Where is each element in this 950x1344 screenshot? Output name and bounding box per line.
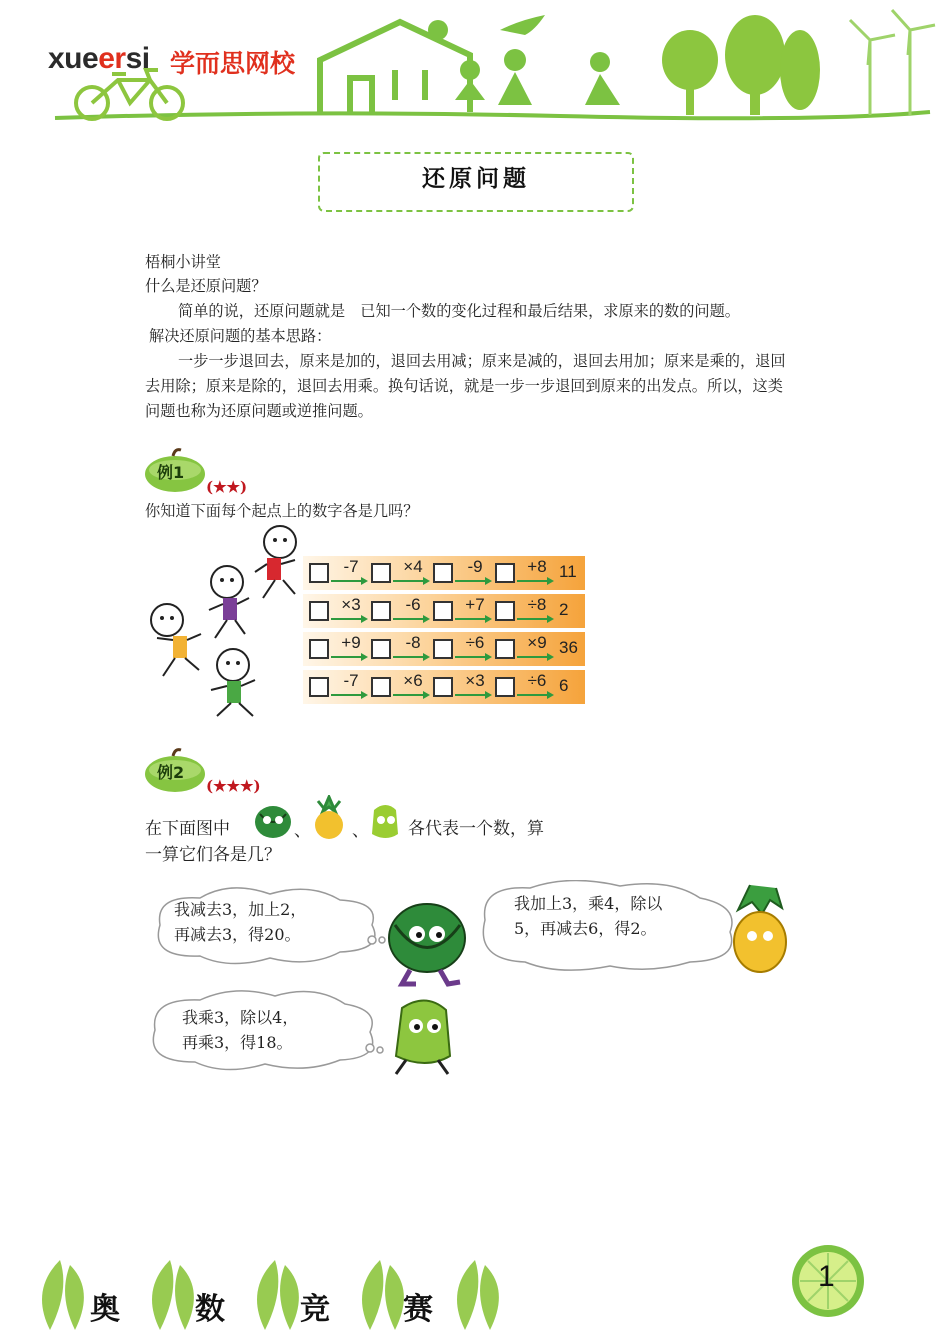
bird-icon: [500, 15, 545, 35]
pineapple-icon: [306, 795, 352, 841]
footer-char-3: 竞: [300, 1292, 330, 1327]
page-number: 1: [818, 1260, 835, 1293]
brand-logo: [48, 42, 150, 76]
cloud-1-line-2: 再减去3，得20。: [174, 925, 301, 944]
example-1-badge: [143, 448, 203, 488]
answer-box: [495, 563, 515, 583]
example-1-label: 例1: [157, 463, 185, 482]
operation-label: +8: [527, 557, 547, 576]
wind-turbine-icon: [850, 10, 935, 115]
answer-box: [371, 639, 391, 659]
arrow-icon: [455, 577, 493, 585]
cloud-2-line-1: 我加上3，乘4，除以: [514, 894, 663, 913]
answer-box: [309, 563, 329, 583]
operation-label: +7: [465, 595, 485, 614]
operation-label: -6: [405, 595, 421, 614]
answer-box: [433, 639, 453, 659]
answer-box: [433, 563, 453, 583]
example-2-separator-1: 、: [294, 821, 311, 841]
cloud-2-line-2: 5，再减去6，得2。: [514, 919, 657, 938]
answer-box: [495, 639, 515, 659]
example-2-label: 例2: [157, 763, 185, 782]
bicycle-icon: [76, 70, 183, 119]
footer-char-2: 数: [195, 1292, 225, 1327]
intro-method-line-2: 去用除；原来是除的，退回去用乘。换句话说，就是一步一步退回到原来的出发点。所以，这类: [145, 377, 783, 395]
answer-box: [433, 677, 453, 697]
arrow-icon: [393, 615, 431, 623]
watermelon-character: [389, 904, 465, 984]
brand-text-2: si: [125, 42, 150, 75]
tree-icon: [662, 15, 820, 115]
operation-label: -9: [467, 557, 483, 576]
cloud-3-line-2: 再乘3，得18。: [182, 1033, 293, 1052]
operation-label: ÷6: [465, 633, 485, 652]
intro-method-line-3: 问题也称为还原问题或逆推问题。: [145, 402, 373, 420]
watermelon-icon: [252, 800, 294, 842]
example-2-question-part-2: 各代表一个数，算: [408, 819, 544, 839]
flower-icon: [428, 20, 448, 40]
arrow-icon: [455, 653, 493, 661]
example-2-question-line-2: 一算它们各是几？: [145, 845, 281, 865]
intro-question: 什么是还原问题？: [145, 277, 267, 295]
answer-box: [309, 639, 329, 659]
cloud-3-line-1: 我乘3，除以4，: [182, 1008, 299, 1027]
papaya-icon: [364, 800, 406, 842]
answer-box: [309, 601, 329, 621]
arrow-icon: [517, 691, 555, 699]
example-1-stars: (★★): [206, 478, 248, 496]
chain-result: 6: [559, 676, 569, 695]
answer-box: [309, 677, 329, 697]
operation-label: -8: [405, 633, 421, 652]
intro-method-line-1: 一步一步退回去，原来是加的，退回去用减；原来是减的，退回去用加；原来是乘的，退回: [178, 352, 786, 370]
operation-label: ×9: [527, 633, 547, 652]
operation-label: ÷6: [527, 671, 547, 690]
footer-char-4: 赛: [403, 1292, 433, 1327]
example-2-question-part-1: 在下面图中: [145, 819, 230, 839]
arrow-icon: [393, 653, 431, 661]
operation-label: +9: [341, 633, 361, 652]
arrow-icon: [455, 615, 493, 623]
cloud-1-line-1: 我减去3，加上2，: [174, 900, 307, 919]
intro-heading: 梧桐小讲堂: [145, 253, 221, 271]
arrow-icon: [517, 653, 555, 661]
chain-result: 36: [559, 638, 578, 657]
chain-result: 11: [559, 562, 577, 581]
page-title: 还原问题: [422, 165, 530, 192]
answer-box: [433, 601, 453, 621]
arrow-icon: [331, 615, 369, 623]
running-kids-illustration: [145, 520, 310, 720]
brand-name-cn: 学而思网校: [170, 49, 296, 78]
footer-char-1: 奥: [90, 1292, 120, 1327]
brand-text-accent: er: [98, 42, 126, 75]
example-1-question: 你知道下面每个起点上的数字各是几吗？: [145, 502, 419, 520]
operation-label: -7: [343, 557, 359, 576]
operation-label: ×6: [403, 671, 423, 690]
arrow-icon: [455, 691, 493, 699]
operation-label: -7: [343, 671, 359, 690]
arrow-icon: [331, 691, 369, 699]
operation-label: ×3: [341, 595, 361, 614]
answer-box: [495, 601, 515, 621]
arrow-icon: [393, 691, 431, 699]
brand-text-1: xue: [48, 42, 99, 75]
papaya-character: [396, 1000, 450, 1074]
people-icon: [455, 49, 620, 105]
example-2-badge: [143, 748, 203, 788]
arrow-icon: [517, 577, 555, 585]
operation-label: ÷8: [527, 595, 547, 614]
intro-definition: 简单的说，还原问题就是 已知一个数的变化过程和最后结果，求原来的数的问题。: [178, 302, 740, 320]
example-2-stars: (★★★): [206, 777, 261, 795]
arrow-icon: [517, 615, 555, 623]
example-2-separator-2: 、: [352, 821, 369, 841]
arrow-icon: [331, 577, 369, 585]
chain-result: 2: [559, 600, 569, 619]
arrow-icon: [393, 577, 431, 585]
intro-method-heading: 解决还原问题的基本思路：: [149, 327, 332, 345]
answer-box: [371, 563, 391, 583]
answer-box: [371, 677, 391, 697]
answer-box: [371, 601, 391, 621]
operation-label: ×3: [465, 671, 485, 690]
operation-label: ×4: [403, 557, 423, 576]
arrow-icon: [331, 653, 369, 661]
answer-box: [495, 677, 515, 697]
pineapple-character: [734, 885, 786, 972]
house-icon: [320, 22, 470, 112]
